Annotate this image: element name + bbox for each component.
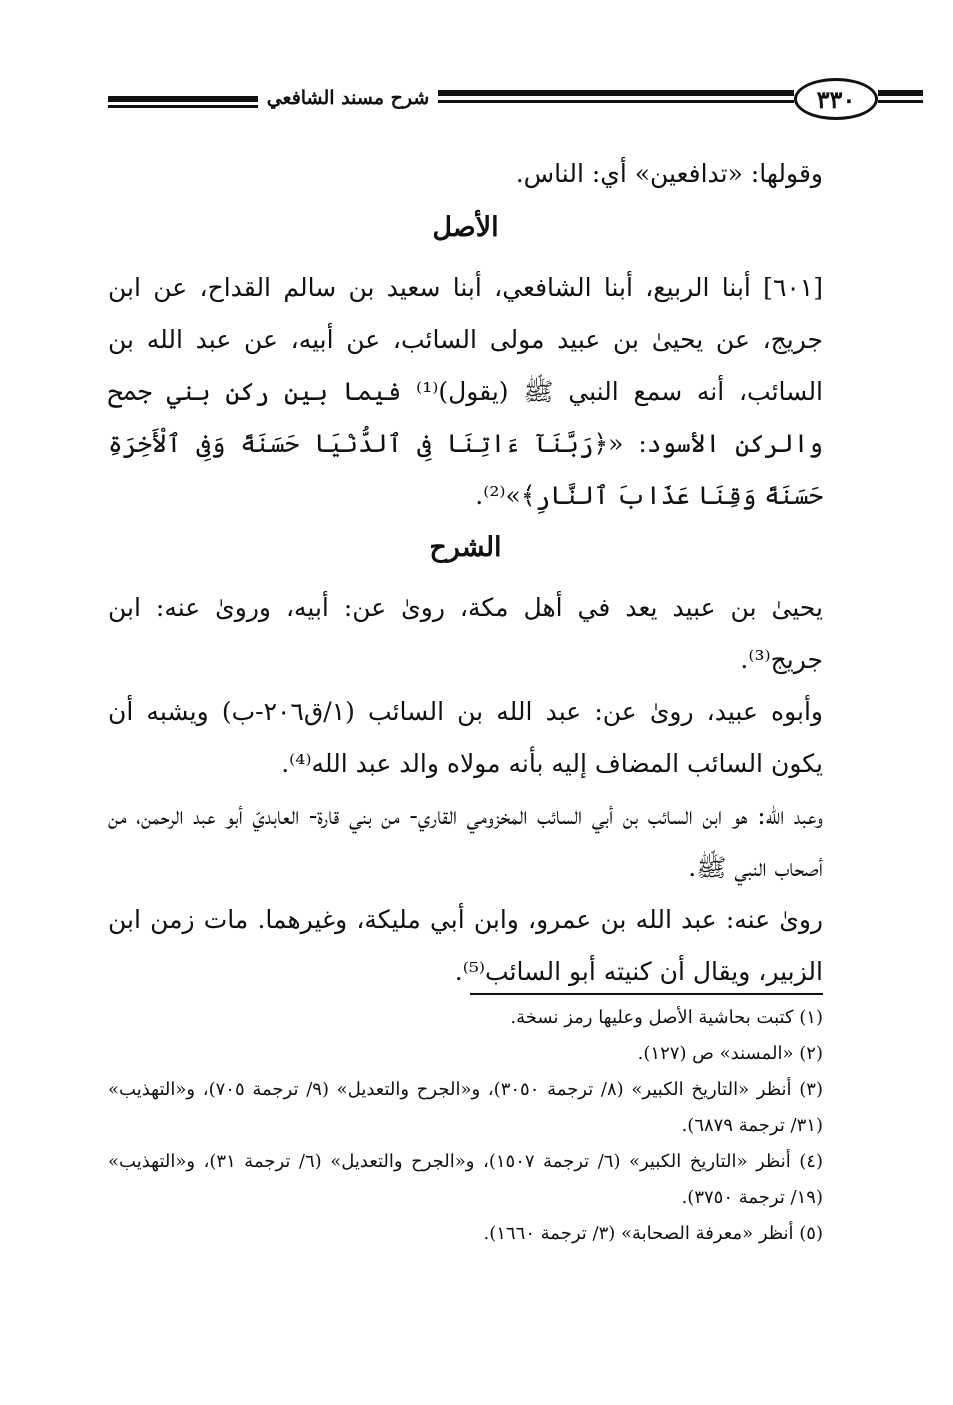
footnotes xyxy=(108,1000,823,1252)
header-rule-middle xyxy=(438,90,794,96)
header-rule-right xyxy=(878,90,923,96)
footnote-marker: (٥) xyxy=(799,1223,823,1244)
footnote-item xyxy=(108,1216,823,1252)
footnote-marker: (٢) xyxy=(799,1043,823,1064)
footnote-item xyxy=(108,1144,823,1216)
footnote-divider xyxy=(470,993,823,995)
sharh-paragraph-4: روىٰ عنه: عبد الله بن عمرو، وابن أبي مليكة، وغيرهما. مات زمن ابن الزبير، ويقال أن كنيته أبو السائب⁽⁵⁾. xyxy=(108,905,823,986)
footnote-text: أنظر «معرفة الصحابة» (٣/ ترجمة ١٦٦٠). xyxy=(483,1223,794,1244)
heading-asl: الأصل xyxy=(432,212,499,243)
header-rule-left-lower xyxy=(108,105,258,108)
intro-line-block xyxy=(108,148,823,200)
sharh-paragraph-2: وأبوه عبيد، روىٰ عن: عبد الله بن السائب (١/ق٢٠٦-ب) ويشبه أن يكون السائب المضاف إليه بأنه مولاه والد عبد الله⁽⁴⁾. xyxy=(108,697,823,778)
header-rule-left xyxy=(108,96,258,102)
heading-sharh: الشرح xyxy=(429,532,502,563)
header-rule-middle-lower xyxy=(438,100,794,103)
sharh-paragraph-3: وعبد الله: هو ابن السائب بن أبي السائب المخزومي القاري- من بني قارة- العابديّ أبو عبد الرحمن، من أصحاب النبي ﷺ. xyxy=(108,801,823,882)
footnote-marker: (٤) xyxy=(799,1151,823,1172)
footnote-item xyxy=(108,1036,823,1072)
page-header xyxy=(108,78,856,124)
asl-text-block xyxy=(108,262,823,522)
footnote-item xyxy=(108,1000,823,1036)
intro-line: وقولها: «تدافعين» أي: الناس. xyxy=(515,159,823,188)
footnote-text: «المسند» ص (١٢٧). xyxy=(637,1043,794,1064)
sharh-text-block xyxy=(108,582,823,998)
header-rule-right-lower xyxy=(878,100,923,103)
book-title: شرح مسند الشافعي xyxy=(258,87,438,109)
page-number: ٣٣٠ xyxy=(794,78,878,120)
asl-text: [٦٠١] أبنا الربيع، أبنا الشافعي، أبنا سعيد بن سالم القداح، عن ابن جريج، عن يحيىٰ بن عبيد مولى السائب، عن أبيه، عن عبد الله بن السائب، أنه سمع النبي ﷺ (يقول)⁽¹⁾ فيما بين ركن بني جمح والركن الأسود: «﴿رَبَّنَآ ءَاتِنَا فِى ٱلدُّنْيَا حَسَنَةً وَفِى ٱلْأَخِرَةِ حَسَنَةً وَقِنَا عَذَابَ ٱلنَّارِ﴾»⁽²⁾. xyxy=(108,273,824,510)
footnote-text: أنظر «التاريخ الكبير» (٦/ ترجمة ١٥٠٧)، و«الجرح والتعديل» (٦/ ترجمة ٣١)، و«التهذيب» (١٩/ ترجمة ٣٧٥٠). xyxy=(108,1151,823,1208)
footnote-text: كتبت بحاشية الأصل وعليها رمز نسخة. xyxy=(510,1007,794,1028)
footnote-marker: (١) xyxy=(799,1007,823,1028)
sharh-paragraph-1: يحيىٰ بن عبيد يعد في أهل مكة، روىٰ عن: أبيه، وروىٰ عنه: ابن جريج⁽³⁾. xyxy=(108,593,823,674)
footnote-text: أنظر «التاريخ الكبير» (٨/ ترجمة ٣٠٥٠)، و«الجرح والتعديل» (٩/ ترجمة ٧٠٥)، و«التهذيب» (٣١/ ترجمة ٦٨٧٩). xyxy=(108,1079,823,1136)
footnote-item xyxy=(108,1072,823,1144)
footnote-marker: (٣) xyxy=(799,1079,823,1100)
